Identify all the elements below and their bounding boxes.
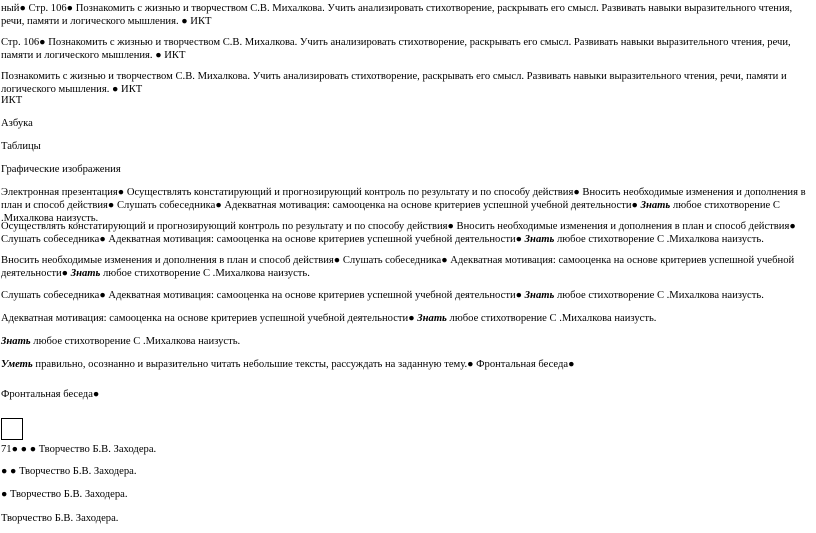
- emphasis-know: Знать: [1, 336, 31, 347]
- text-run: любое стихотворение С .Михалкова наизусть.: [554, 234, 764, 245]
- paragraph-motivation: [1, 312, 807, 325]
- emphasis-know: Знать: [524, 290, 555, 301]
- text-run: любое стихотворение С .Михалкова наизусть.: [100, 268, 310, 279]
- paragraph-frontal-conversation: Фронтальная беседа●: [1, 389, 100, 400]
- paragraph-zakhoder-71: 71● ● ● Творчество Б.В. Заходера.: [1, 444, 157, 455]
- emphasis-know: Знать: [524, 234, 555, 245]
- empty-cell-box: [1, 418, 23, 440]
- paragraph-alphabet-book: Азбука: [1, 118, 33, 129]
- paragraph-zakhoder-1: ● Творчество Б.В. Заходера.: [1, 489, 128, 500]
- paragraph-zakhoder-2: ● ● Творчество Б.В. Заходера.: [1, 466, 137, 477]
- paragraph-page-106-objectives: Стр. 106● Познакомить с жизнью и творчеством С.В. Михалкова. Учить анализировать стихотворение, раскрывать его смысл. Развивать навыки выразительного чтения, речи, памяти и логического мышления. ● ИКТ: [1, 37, 791, 61]
- text-run: любое стихотворение С .Михалкова наизусть.: [554, 290, 764, 301]
- paragraph-graphic-images: Графические изображения: [1, 164, 121, 175]
- text-run: любое стихотворение С .Михалкова наизусть.: [1, 200, 780, 224]
- paragraph-be-able: [1, 358, 807, 371]
- emphasis-be-able: Уметь: [1, 359, 33, 370]
- emphasis-know: Знать: [640, 200, 671, 211]
- paragraph-changes: [1, 254, 807, 280]
- text-run: любое стихотворение С .Михалкова наизусть.: [30, 336, 241, 347]
- paragraph-lesson-106-objectives: ный● Стр. 106● Познакомить с жизнью и творчеством С.В. Михалкова. Учить анализировать стихотворение, раскрывать его смысл. Развивать навыки выразительного чтения, речи, памяти и логического мышления. ● ИКТ: [1, 3, 793, 27]
- text-run: Адекватная мотивация: самооценка на основе критериев успешной учебной деятельности●: [1, 313, 418, 324]
- paragraph-listen: [1, 289, 807, 302]
- text-run: любое стихотворение С .Михалкова наизусть.: [446, 313, 657, 324]
- paragraph-objectives: Познакомить с жизнью и творчеством С.В. Михалкова. Учить анализировать стихотворение, раскрывать его смысл. Развивать навыки выразительного чтения, речи, памяти и логического мышления. ● ИКТ: [1, 71, 787, 95]
- text-run: Осуществлять констатирующий и прогнозирующий контроль по результату и по способу действия● Вносить необходимые изменения и дополнения в план и способ действия● Слушать собеседника● Адекватная мотивация: самооценка на основе критериев успешной учебной деятельности●: [1, 221, 796, 245]
- paragraph-know-poem: [1, 335, 807, 348]
- text-run: Вносить необходимые изменения и дополнения в план и способ действия● Слушать собеседника● Адекватная мотивация: самооценка на основе критериев успешной учебной деятельности●: [1, 255, 795, 279]
- paragraph-zakhoder: Творчество Б.В. Заходера.: [1, 513, 119, 524]
- paragraph-control: [1, 220, 807, 246]
- text-run: Электронная презентация● Осуществлять констатирующий и прогнозирующий контроль по результату и по способу действия● Вносить необходимые изменения и дополнения в план и способ действия● Слушать собеседника● Адекватная мотивация: самооценка на основе критериев успешной учебной деятельности●: [1, 187, 806, 211]
- paragraph-tables: Таблицы: [1, 141, 41, 152]
- text-run: Слушать собеседника● Адекватная мотивация: самооценка на основе критериев успешной учебной деятельности●: [1, 290, 525, 301]
- text-run: правильно, осознанно и выразительно читать небольшие тексты, рассуждать на заданную тему.● Фронтальная беседа●: [32, 359, 575, 370]
- emphasis-know: Знать: [417, 313, 447, 324]
- paragraph-ict: ИКТ: [1, 95, 23, 106]
- emphasis-know: Знать: [70, 268, 101, 279]
